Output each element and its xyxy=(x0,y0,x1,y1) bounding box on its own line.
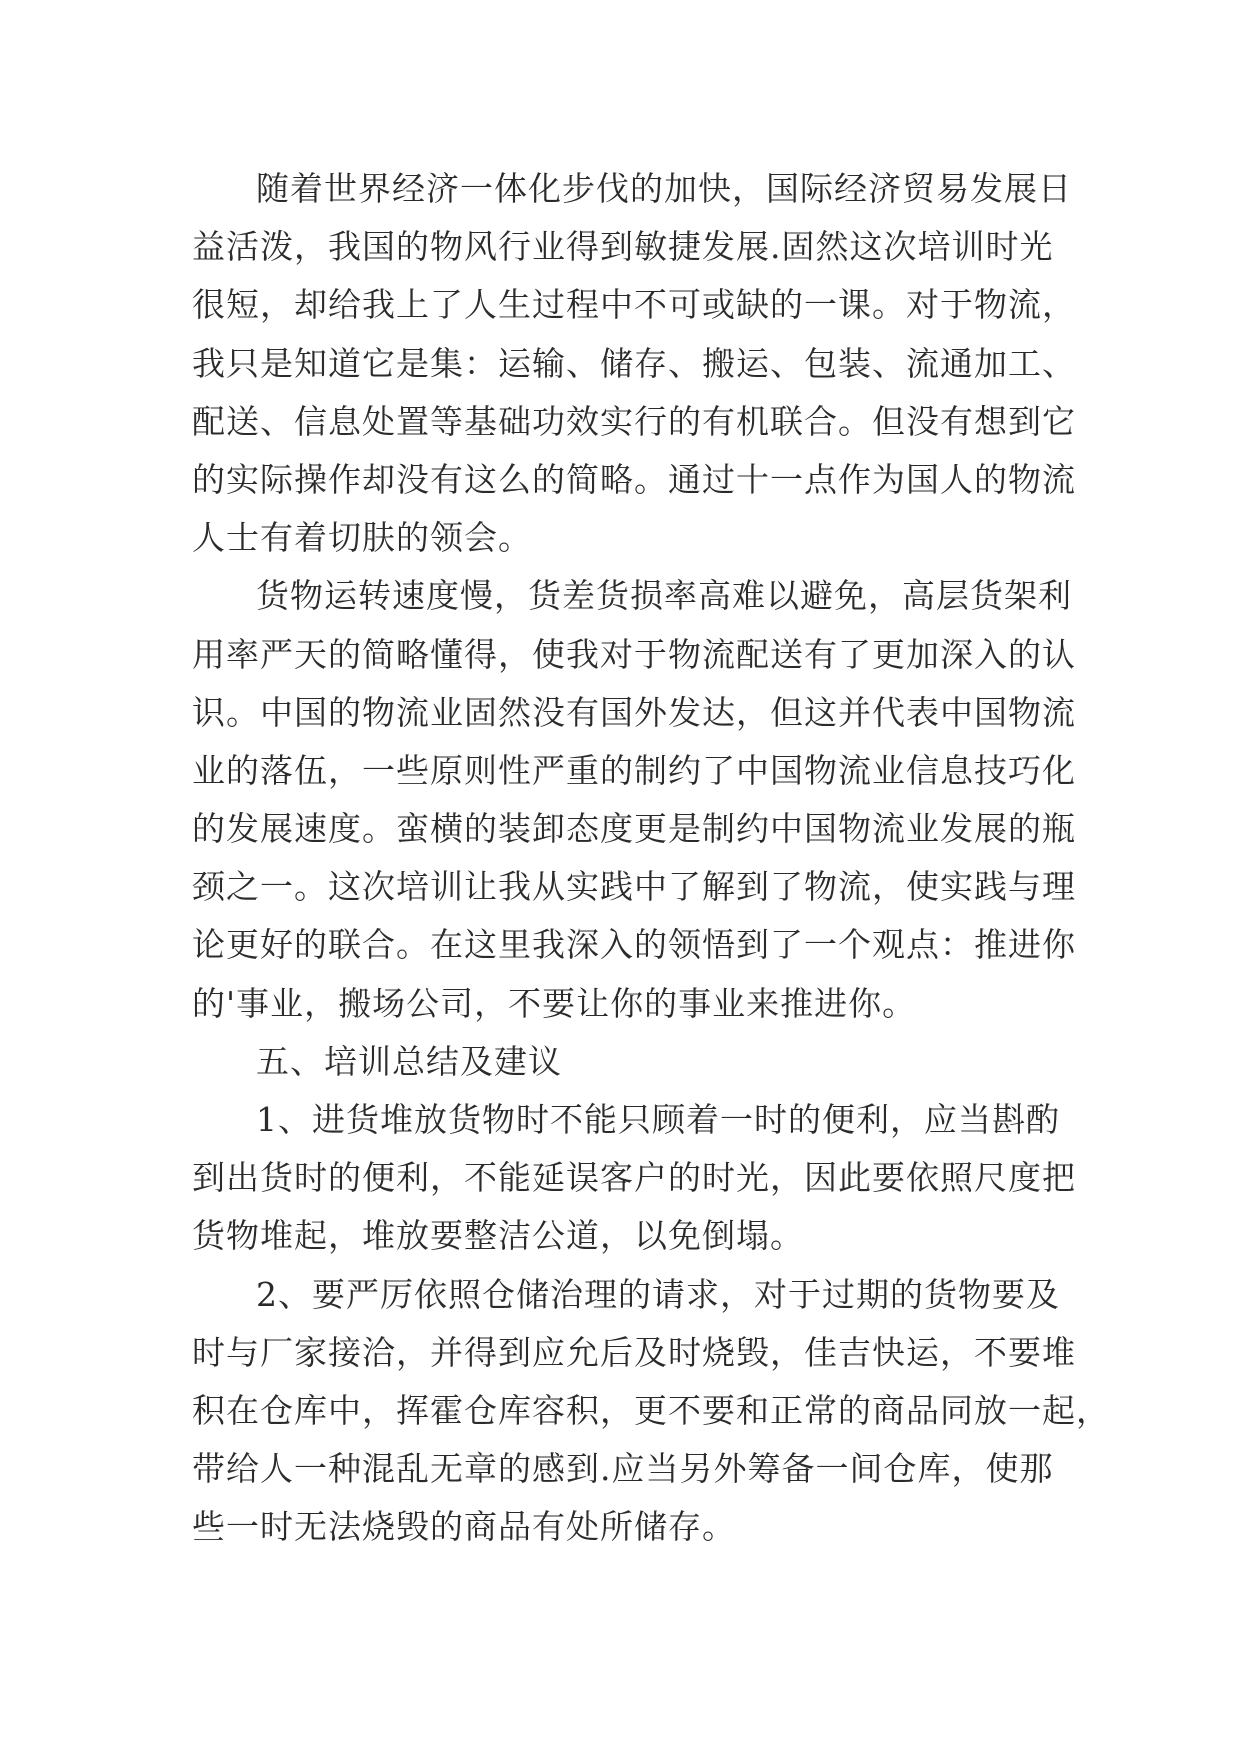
document-body xyxy=(192,160,1110,1557)
paragraph-intro xyxy=(192,160,1076,567)
paragraph-line: 的'事业，搬场公司，不要让你的事业来推进你。 xyxy=(192,983,917,1023)
paragraph-line: 货物运转速度慢，货差货损率高难以避免，高层货架利 xyxy=(256,576,1072,616)
paragraph-line: 带给人一种混乱无章的感到.应当另外筹备一间仓库，使那 xyxy=(192,1449,1054,1489)
paragraph-line: 业的落伍，一些原则性严重的制约了中国物流业信息技巧化 xyxy=(192,750,1076,790)
paragraph-line: 些一时无法烧毁的商品有处所储存。 xyxy=(192,1507,736,1547)
paragraph-line: 我只是知道它是集：运输、储存、搬运、包装、流通加工、 xyxy=(192,343,1076,383)
paragraph-line: 2、要严厉依照仓储治理的请求，对于过期的货物要及 xyxy=(256,1274,1060,1314)
paragraph-line: 很短，却给我上了人生过程中不可或缺的一课。对于物流， xyxy=(192,285,1076,325)
paragraph-line: 益活泼，我国的物风行业得到敏捷发展.固然这次培训时光 xyxy=(192,227,1054,267)
paragraph-line: 的实际操作却没有这么的简略。通过十一点作为国人的物流 xyxy=(192,459,1076,499)
paragraph-line: 到出货时的便利，不能延误客户的时光，因此要依照尺度把 xyxy=(192,1158,1076,1198)
paragraph-line: 人士有着切肤的领会。 xyxy=(192,518,532,558)
paragraph-line: 识。中国的物流业固然没有国外发达，但这并代表中国物流 xyxy=(192,692,1076,732)
section-heading-text: 五、培训总结及建议 xyxy=(256,1041,562,1081)
paragraph-line: 论更好的联合。在这里我深入的领悟到了一个观点：推进你 xyxy=(192,925,1076,965)
paragraph-line: 时与厂家接洽，并得到应允后及时烧毁，佳吉快运，不要堆 xyxy=(192,1332,1076,1372)
paragraph-line: 用率严天的简略懂得，使我对于物流配送有了更加深入的认 xyxy=(192,634,1076,674)
paragraph-line: 货物堆起，堆放要整洁公道，以免倒塌。 xyxy=(192,1216,804,1256)
paragraph-observations xyxy=(192,567,1076,1033)
paragraph-line: 随着世界经济一体化步伐的加快，国际经济贸易发展日 xyxy=(256,169,1072,208)
suggestion-item-2 xyxy=(192,1266,1110,1557)
section-heading xyxy=(192,1033,1072,1091)
paragraph-line: 颈之一。这次培训让我从实践中了解到了物流，使实践与理 xyxy=(192,867,1076,907)
paragraph-line: 1、进货堆放货物时不能只顾着一时的便利，应当斟酌 xyxy=(256,1100,1060,1139)
paragraph-line: 积在仓库中，挥霍仓库容积，更不要和正常的商品同放一起， xyxy=(192,1390,1110,1430)
paragraph-line: 配送、信息处置等基础功效实行的有机联合。但没有想到它 xyxy=(192,401,1076,441)
paragraph-line: 的发展速度。蛮横的装卸态度更是制约中国物流业发展的瓶 xyxy=(192,809,1076,849)
suggestion-item-1 xyxy=(192,1091,1076,1266)
